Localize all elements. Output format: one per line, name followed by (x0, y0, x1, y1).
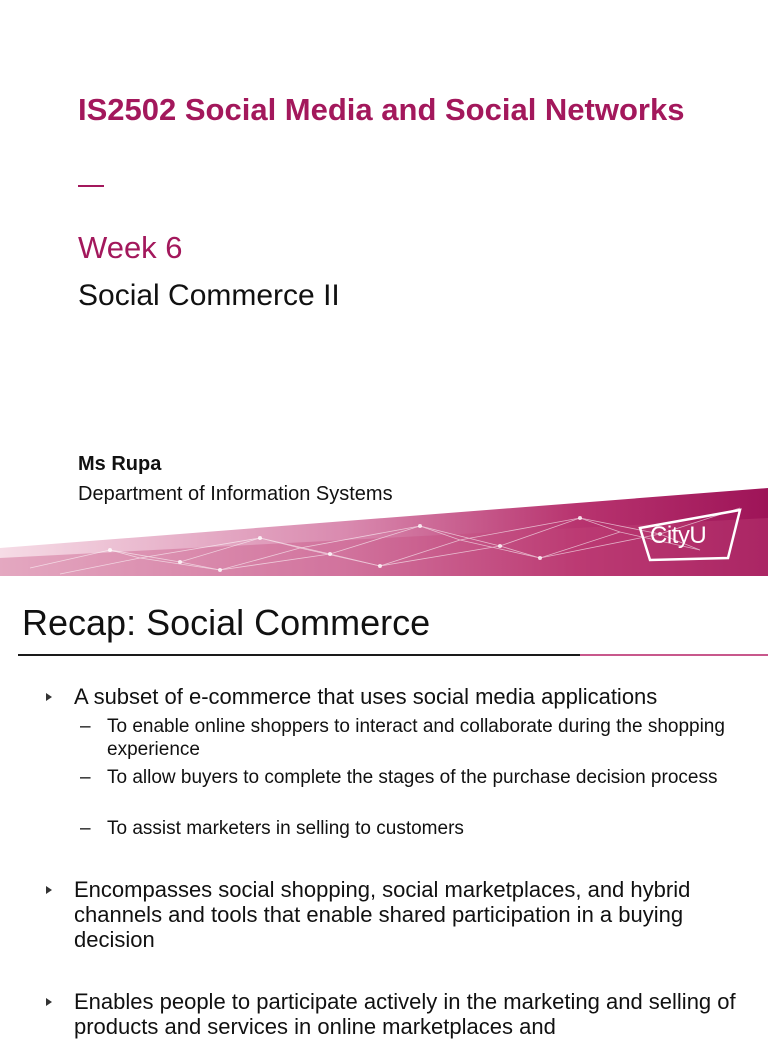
bullet-item: A subset of e-commerce that uses social media applications (74, 684, 658, 709)
bullet-marker (46, 998, 52, 1006)
sub-bullet-item: To enable online shoppers to interact and collaborate during the shopping experience (107, 716, 725, 760)
presenter-name: Ms Rupa (78, 453, 162, 475)
course-title: IS2502 Social Media and Social Networks (78, 92, 685, 127)
bullet-item: Enables people to participate actively in the marketing and selling of products and services in online marketplaces and (74, 989, 736, 1039)
cityu-logo: CityU (650, 522, 707, 549)
sub-bullet-dash: – (80, 767, 91, 788)
bullet-marker (46, 693, 52, 701)
recap-slide (0, 578, 768, 1039)
title-divider (78, 185, 104, 187)
department-name: Department of Information Systems (78, 483, 393, 505)
sub-bullet-item: To assist marketers in selling to customers (107, 818, 464, 839)
sub-bullet-dash: – (80, 818, 91, 839)
week-label: Week 6 (78, 230, 183, 265)
sub-bullet-item: To allow buyers to complete the stages of the purchase decision process (107, 767, 718, 788)
topic-title: Social Commerce II (78, 279, 340, 312)
title-rule-accent (580, 654, 768, 656)
bullet-marker (46, 886, 52, 894)
title-rule (18, 654, 580, 656)
sub-bullet-dash: – (80, 716, 91, 737)
slide-title: Recap: Social Commerce (22, 602, 431, 643)
bullet-item: Encompasses social shopping, social marketplaces, and hybrid channels and tools that enable shared participation in a buying decision (74, 877, 691, 952)
